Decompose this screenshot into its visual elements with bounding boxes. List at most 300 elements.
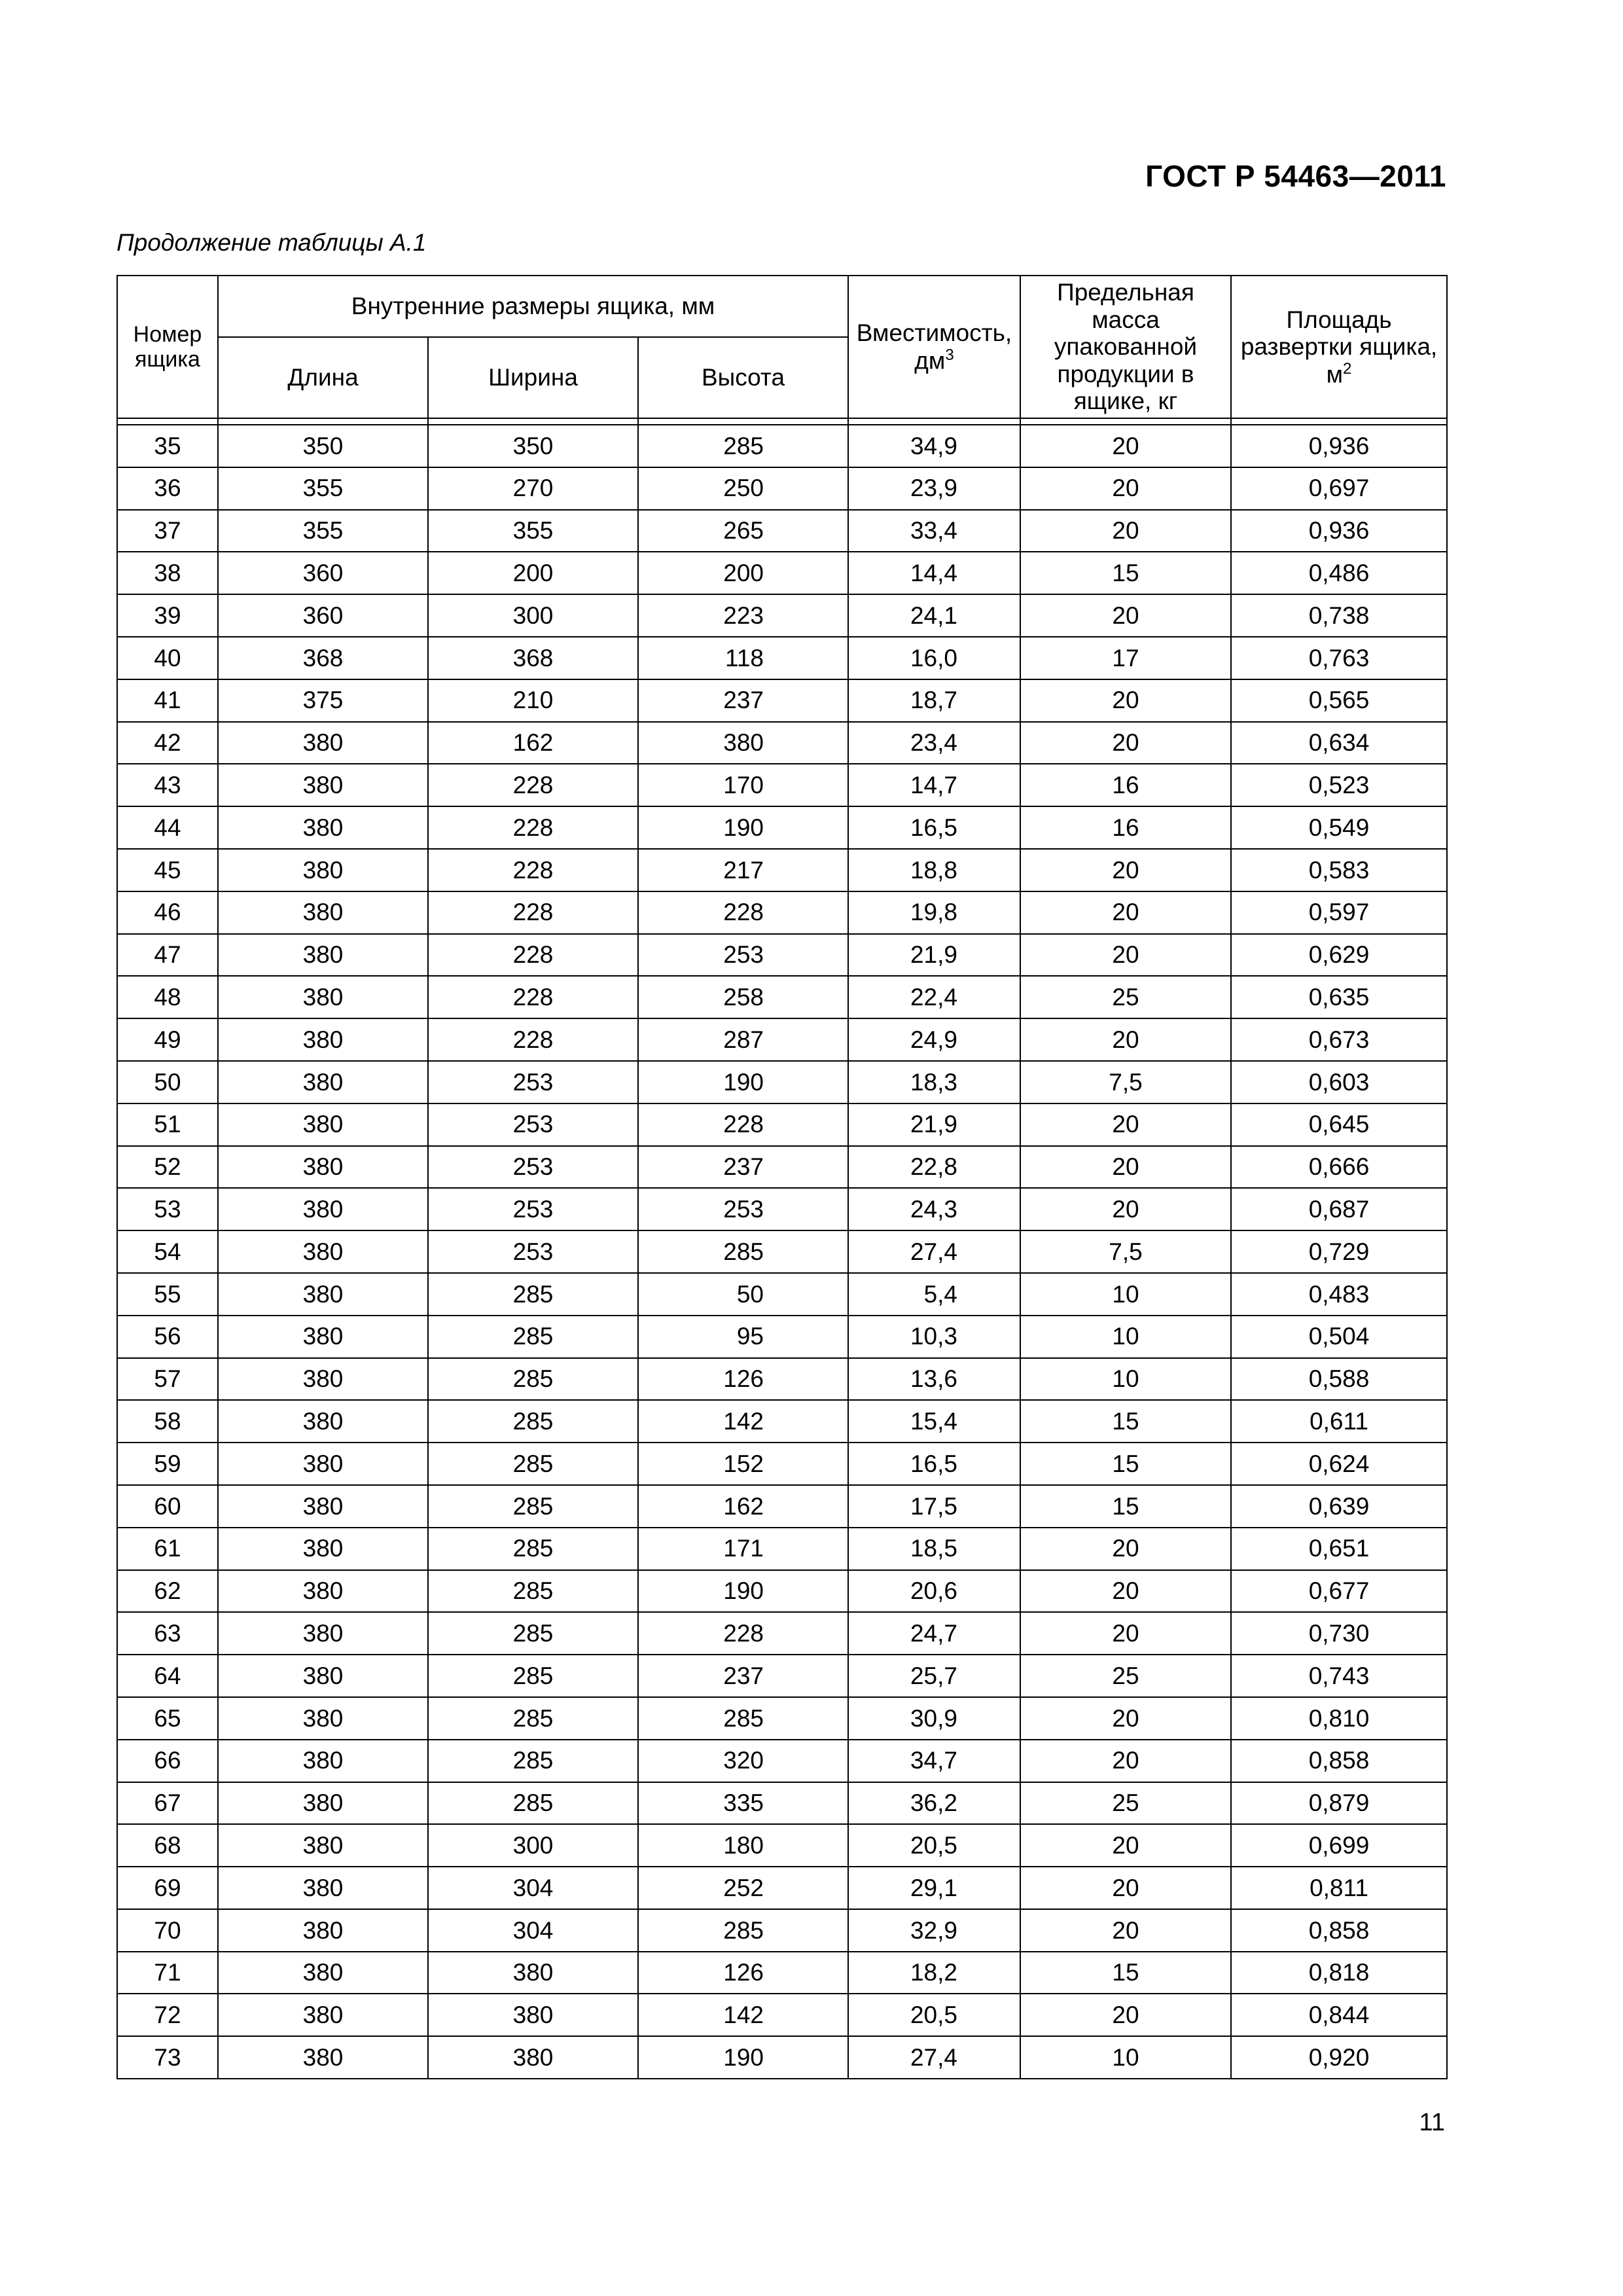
cell-max-mass: 20 [1020, 1188, 1231, 1230]
cell-width: 285 [428, 1782, 638, 1825]
cell-area: 0,549 [1231, 806, 1447, 849]
cell-height: 335 [638, 1782, 848, 1825]
cell-area: 0,597 [1231, 891, 1447, 934]
table-row [117, 1146, 1447, 1189]
cell-capacity: 32,9 [848, 1909, 1020, 1952]
cell-width: 300 [428, 1824, 638, 1867]
table-row [117, 764, 1447, 806]
cell-length: 380 [218, 1824, 428, 1867]
cell-capacity: 30,9 [848, 1697, 1020, 1740]
cell-width: 228 [428, 934, 638, 977]
cell-max-mass: 20 [1020, 1612, 1231, 1655]
cell-box-number: 37 [117, 510, 218, 552]
cell-length: 360 [218, 552, 428, 594]
cell-length: 350 [218, 425, 428, 467]
cell-height: 287 [638, 1018, 848, 1061]
cell-box-number: 63 [117, 1612, 218, 1655]
cell-area: 0,673 [1231, 1018, 1447, 1061]
cell-box-number: 41 [117, 679, 218, 722]
cell-height: 253 [638, 1188, 848, 1230]
table-row [117, 1867, 1447, 1909]
cell-capacity: 18,8 [848, 849, 1020, 891]
header-max-mass: Предельная масса упакованной продукции в ящике, кг [1020, 276, 1231, 418]
cell-length: 380 [218, 1018, 428, 1061]
cell-height: 118 [638, 637, 848, 679]
cell-area: 0,810 [1231, 1697, 1447, 1740]
table-row [117, 1061, 1447, 1103]
cell-height: 50 [638, 1273, 848, 1316]
cell-height: 228 [638, 1612, 848, 1655]
cell-capacity: 18,3 [848, 1061, 1020, 1103]
cell-max-mass: 25 [1020, 1655, 1231, 1697]
cell-area: 0,677 [1231, 1570, 1447, 1613]
cell-max-mass: 20 [1020, 891, 1231, 934]
cell-area: 0,699 [1231, 1824, 1447, 1867]
cell-max-mass: 15 [1020, 1485, 1231, 1528]
cell-capacity: 18,5 [848, 1528, 1020, 1570]
standard-code: ГОСТ Р 54463—2011 [1145, 159, 1446, 193]
cell-max-mass: 20 [1020, 1909, 1231, 1952]
cell-area: 0,651 [1231, 1528, 1447, 1570]
cell-length: 380 [218, 1994, 428, 2036]
header-capacity-text: Вместимость, дм [856, 319, 1012, 374]
cell-capacity: 16,5 [848, 806, 1020, 849]
header-area [1231, 276, 1447, 418]
cell-max-mass: 20 [1020, 1867, 1231, 1909]
cell-box-number: 35 [117, 425, 218, 467]
table-row [117, 976, 1447, 1018]
table-row [117, 849, 1447, 891]
cell-max-mass: 25 [1020, 976, 1231, 1018]
cell-box-number: 65 [117, 1697, 218, 1740]
cell-width: 285 [428, 1612, 638, 1655]
cell-height: 265 [638, 510, 848, 552]
cell-length: 380 [218, 1655, 428, 1697]
cell-height: 285 [638, 1230, 848, 1273]
cell-width: 285 [428, 1443, 638, 1485]
cell-box-number: 67 [117, 1782, 218, 1825]
cell-length: 375 [218, 679, 428, 722]
cell-box-number: 38 [117, 552, 218, 594]
cell-height: 285 [638, 425, 848, 467]
cell-width: 270 [428, 467, 638, 510]
cell-height: 253 [638, 934, 848, 977]
cell-max-mass: 15 [1020, 1400, 1231, 1443]
cell-width: 285 [428, 1697, 638, 1740]
table-row [117, 1909, 1447, 1952]
cell-length: 380 [218, 1230, 428, 1273]
table-row [117, 1697, 1447, 1740]
table-row [117, 1994, 1447, 2036]
cell-area: 0,738 [1231, 594, 1447, 637]
cell-area: 0,504 [1231, 1316, 1447, 1358]
cell-width: 210 [428, 679, 638, 722]
cell-box-number: 45 [117, 849, 218, 891]
cell-capacity: 25,7 [848, 1655, 1020, 1697]
cell-length: 380 [218, 1188, 428, 1230]
cell-area: 0,763 [1231, 637, 1447, 679]
cell-height: 126 [638, 1952, 848, 1994]
cell-length: 380 [218, 1697, 428, 1740]
cell-max-mass: 10 [1020, 1273, 1231, 1316]
cell-height: 95 [638, 1316, 848, 1358]
cell-capacity: 14,4 [848, 552, 1020, 594]
cell-height: 237 [638, 1655, 848, 1697]
cell-area: 0,611 [1231, 1400, 1447, 1443]
table-row [117, 1273, 1447, 1316]
cell-length: 380 [218, 1485, 428, 1528]
table-row [117, 891, 1447, 934]
table-row [117, 1018, 1447, 1061]
header-area-text: Площадь развертки ящика, м [1240, 306, 1438, 387]
cell-length: 380 [218, 1528, 428, 1570]
cell-width: 253 [428, 1146, 638, 1189]
cell-capacity: 5,4 [848, 1273, 1020, 1316]
cell-max-mass: 7,5 [1020, 1061, 1231, 1103]
cell-height: 190 [638, 1061, 848, 1103]
cell-capacity: 33,4 [848, 510, 1020, 552]
cell-width: 162 [428, 722, 638, 764]
cell-length: 355 [218, 510, 428, 552]
header-length: Длина [218, 337, 428, 418]
cell-max-mass: 16 [1020, 764, 1231, 806]
cell-capacity: 27,4 [848, 1230, 1020, 1273]
cell-area: 0,844 [1231, 1994, 1447, 2036]
cell-capacity: 24,1 [848, 594, 1020, 637]
cell-capacity: 17,5 [848, 1485, 1020, 1528]
cell-box-number: 36 [117, 467, 218, 510]
cell-width: 253 [428, 1230, 638, 1273]
cell-width: 368 [428, 637, 638, 679]
cell-area: 0,523 [1231, 764, 1447, 806]
cell-height: 170 [638, 764, 848, 806]
cell-box-number: 64 [117, 1655, 218, 1697]
cell-width: 253 [428, 1103, 638, 1146]
cell-length: 380 [218, 1867, 428, 1909]
cell-area: 0,565 [1231, 679, 1447, 722]
cell-length: 368 [218, 637, 428, 679]
cell-box-number: 46 [117, 891, 218, 934]
cell-area: 0,743 [1231, 1655, 1447, 1697]
cell-length: 380 [218, 976, 428, 1018]
cell-box-number: 55 [117, 1273, 218, 1316]
cell-length: 380 [218, 1400, 428, 1443]
cell-max-mass: 20 [1020, 1697, 1231, 1740]
header-capacity [848, 276, 1020, 418]
cell-capacity: 14,7 [848, 764, 1020, 806]
cell-width: 380 [428, 1952, 638, 1994]
cell-height: 228 [638, 1103, 848, 1146]
cell-width: 285 [428, 1528, 638, 1570]
cell-length: 380 [218, 2036, 428, 2079]
cell-area: 0,588 [1231, 1358, 1447, 1401]
cell-width: 228 [428, 891, 638, 934]
cell-length: 380 [218, 1570, 428, 1613]
cell-box-number: 50 [117, 1061, 218, 1103]
cell-width: 350 [428, 425, 638, 467]
cell-capacity: 15,4 [848, 1400, 1020, 1443]
cell-length: 380 [218, 1273, 428, 1316]
table-row [117, 594, 1447, 637]
cell-box-number: 59 [117, 1443, 218, 1485]
cell-capacity: 24,3 [848, 1188, 1020, 1230]
cell-box-number: 60 [117, 1485, 218, 1528]
cell-capacity: 23,4 [848, 722, 1020, 764]
cell-area: 0,858 [1231, 1740, 1447, 1782]
cell-max-mass: 15 [1020, 1952, 1231, 1994]
cell-length: 360 [218, 594, 428, 637]
cell-width: 285 [428, 1316, 638, 1358]
table-caption: Продолжение таблицы А.1 [116, 229, 427, 256]
cell-height: 258 [638, 976, 848, 1018]
box-dimensions-table [116, 275, 1448, 2079]
table-row [117, 1358, 1447, 1401]
cell-width: 200 [428, 552, 638, 594]
cell-box-number: 57 [117, 1358, 218, 1401]
cell-height: 190 [638, 2036, 848, 2079]
cell-length: 380 [218, 1358, 428, 1401]
cell-box-number: 73 [117, 2036, 218, 2079]
cell-area: 0,879 [1231, 1782, 1447, 1825]
cell-capacity: 16,0 [848, 637, 1020, 679]
cell-box-number: 54 [117, 1230, 218, 1273]
cell-max-mass: 15 [1020, 1443, 1231, 1485]
cell-area: 0,730 [1231, 1612, 1447, 1655]
header-inner-dimensions: Внутренние размеры ящика, мм [218, 276, 848, 337]
table-row [117, 1824, 1447, 1867]
cell-max-mass: 15 [1020, 552, 1231, 594]
cell-width: 228 [428, 976, 638, 1018]
cell-width: 253 [428, 1061, 638, 1103]
cell-width: 228 [428, 806, 638, 849]
table-row [117, 1400, 1447, 1443]
cell-max-mass: 20 [1020, 1824, 1231, 1867]
cell-capacity: 20,5 [848, 1824, 1020, 1867]
cell-box-number: 71 [117, 1952, 218, 1994]
cell-length: 380 [218, 764, 428, 806]
cell-max-mass: 20 [1020, 1103, 1231, 1146]
page-number: 11 [1419, 2109, 1445, 2136]
cell-box-number: 58 [117, 1400, 218, 1443]
cell-width: 355 [428, 510, 638, 552]
cell-width: 285 [428, 1273, 638, 1316]
cell-capacity: 22,4 [848, 976, 1020, 1018]
cell-height: 152 [638, 1443, 848, 1485]
cell-area: 0,729 [1231, 1230, 1447, 1273]
cell-box-number: 70 [117, 1909, 218, 1952]
cell-capacity: 29,1 [848, 1867, 1020, 1909]
cell-width: 304 [428, 1867, 638, 1909]
cell-capacity: 18,2 [848, 1952, 1020, 1994]
cell-length: 380 [218, 1146, 428, 1189]
cell-length: 380 [218, 891, 428, 934]
cell-height: 285 [638, 1909, 848, 1952]
table-row [117, 2036, 1447, 2079]
cell-length: 355 [218, 467, 428, 510]
cell-max-mass: 20 [1020, 594, 1231, 637]
cell-box-number: 68 [117, 1824, 218, 1867]
cell-length: 380 [218, 1061, 428, 1103]
cell-area: 0,635 [1231, 976, 1447, 1018]
cell-capacity: 34,7 [848, 1740, 1020, 1782]
table-row [117, 1103, 1447, 1146]
cell-length: 380 [218, 934, 428, 977]
header-area-sup: 2 [1343, 359, 1352, 378]
cell-box-number: 62 [117, 1570, 218, 1613]
table-row [117, 1782, 1447, 1825]
cell-length: 380 [218, 849, 428, 891]
cell-box-number: 42 [117, 722, 218, 764]
cell-box-number: 49 [117, 1018, 218, 1061]
cell-length: 380 [218, 722, 428, 764]
cell-height: 142 [638, 1994, 848, 2036]
cell-capacity: 34,9 [848, 425, 1020, 467]
cell-width: 228 [428, 1018, 638, 1061]
header-capacity-sup: 3 [945, 346, 954, 364]
cell-area: 0,645 [1231, 1103, 1447, 1146]
cell-height: 250 [638, 467, 848, 510]
table-row [117, 552, 1447, 594]
cell-width: 300 [428, 594, 638, 637]
cell-max-mass: 20 [1020, 1528, 1231, 1570]
cell-max-mass: 20 [1020, 1146, 1231, 1189]
cell-length: 380 [218, 1740, 428, 1782]
table-row [117, 1952, 1447, 1994]
cell-length: 380 [218, 1612, 428, 1655]
header-spacer [117, 418, 1447, 425]
cell-height: 223 [638, 594, 848, 637]
cell-capacity: 27,4 [848, 2036, 1020, 2079]
cell-width: 228 [428, 764, 638, 806]
header-width: Ширина [428, 337, 638, 418]
cell-max-mass: 10 [1020, 1316, 1231, 1358]
cell-height: 237 [638, 679, 848, 722]
cell-box-number: 43 [117, 764, 218, 806]
cell-max-mass: 25 [1020, 1782, 1231, 1825]
header-number: Номер ящика [117, 276, 218, 418]
cell-length: 380 [218, 1316, 428, 1358]
table-row [117, 510, 1447, 552]
cell-height: 380 [638, 722, 848, 764]
cell-area: 0,483 [1231, 1273, 1447, 1316]
cell-area: 0,818 [1231, 1952, 1447, 1994]
cell-max-mass: 20 [1020, 679, 1231, 722]
cell-width: 380 [428, 1994, 638, 2036]
cell-box-number: 56 [117, 1316, 218, 1358]
cell-max-mass: 7,5 [1020, 1230, 1231, 1273]
cell-area: 0,936 [1231, 425, 1447, 467]
cell-max-mass: 10 [1020, 1358, 1231, 1401]
cell-length: 380 [218, 1443, 428, 1485]
cell-capacity: 22,8 [848, 1146, 1020, 1189]
table-row [117, 1443, 1447, 1485]
cell-height: 217 [638, 849, 848, 891]
header-height: Высота [638, 337, 848, 418]
table-row [117, 1528, 1447, 1570]
cell-length: 380 [218, 1909, 428, 1952]
table-row [117, 679, 1447, 722]
cell-area: 0,687 [1231, 1188, 1447, 1230]
cell-height: 252 [638, 1867, 848, 1909]
table-row [117, 1188, 1447, 1230]
table-row [117, 425, 1447, 467]
cell-width: 285 [428, 1485, 638, 1528]
cell-height: 190 [638, 806, 848, 849]
cell-max-mass: 16 [1020, 806, 1231, 849]
cell-max-mass: 20 [1020, 722, 1231, 764]
cell-width: 304 [428, 1909, 638, 1952]
cell-area: 0,920 [1231, 2036, 1447, 2079]
cell-height: 285 [638, 1697, 848, 1740]
cell-width: 380 [428, 2036, 638, 2079]
cell-box-number: 53 [117, 1188, 218, 1230]
cell-area: 0,697 [1231, 467, 1447, 510]
cell-height: 180 [638, 1824, 848, 1867]
table-row [117, 467, 1447, 510]
cell-capacity: 21,9 [848, 1103, 1020, 1146]
cell-capacity: 10,3 [848, 1316, 1020, 1358]
cell-capacity: 20,5 [848, 1994, 1020, 2036]
cell-capacity: 24,9 [848, 1018, 1020, 1061]
cell-max-mass: 20 [1020, 467, 1231, 510]
cell-length: 380 [218, 1782, 428, 1825]
cell-capacity: 36,2 [848, 1782, 1020, 1825]
cell-height: 171 [638, 1528, 848, 1570]
cell-max-mass: 10 [1020, 2036, 1231, 2079]
table-row [117, 1570, 1447, 1613]
cell-box-number: 51 [117, 1103, 218, 1146]
cell-box-number: 69 [117, 1867, 218, 1909]
cell-area: 0,624 [1231, 1443, 1447, 1485]
cell-height: 162 [638, 1485, 848, 1528]
cell-area: 0,629 [1231, 934, 1447, 977]
cell-height: 142 [638, 1400, 848, 1443]
table-row [117, 1485, 1447, 1528]
cell-area: 0,858 [1231, 1909, 1447, 1952]
cell-height: 228 [638, 891, 848, 934]
cell-max-mass: 20 [1020, 1018, 1231, 1061]
table-row [117, 1230, 1447, 1273]
cell-box-number: 72 [117, 1994, 218, 2036]
cell-capacity: 20,6 [848, 1570, 1020, 1613]
cell-box-number: 52 [117, 1146, 218, 1189]
cell-box-number: 40 [117, 637, 218, 679]
cell-area: 0,811 [1231, 1867, 1447, 1909]
cell-box-number: 44 [117, 806, 218, 849]
cell-capacity: 24,7 [848, 1612, 1020, 1655]
cell-capacity: 23,9 [848, 467, 1020, 510]
cell-width: 285 [428, 1400, 638, 1443]
cell-capacity: 21,9 [848, 934, 1020, 977]
cell-area: 0,583 [1231, 849, 1447, 891]
cell-max-mass: 17 [1020, 637, 1231, 679]
cell-area: 0,639 [1231, 1485, 1447, 1528]
cell-height: 190 [638, 1570, 848, 1613]
cell-length: 380 [218, 1103, 428, 1146]
cell-width: 253 [428, 1188, 638, 1230]
table-row [117, 1316, 1447, 1358]
cell-width: 285 [428, 1570, 638, 1613]
cell-box-number: 66 [117, 1740, 218, 1782]
cell-max-mass: 20 [1020, 510, 1231, 552]
cell-width: 285 [428, 1655, 638, 1697]
cell-width: 228 [428, 849, 638, 891]
table-row [117, 1740, 1447, 1782]
cell-box-number: 47 [117, 934, 218, 977]
cell-capacity: 16,5 [848, 1443, 1020, 1485]
cell-box-number: 48 [117, 976, 218, 1018]
cell-max-mass: 20 [1020, 849, 1231, 891]
